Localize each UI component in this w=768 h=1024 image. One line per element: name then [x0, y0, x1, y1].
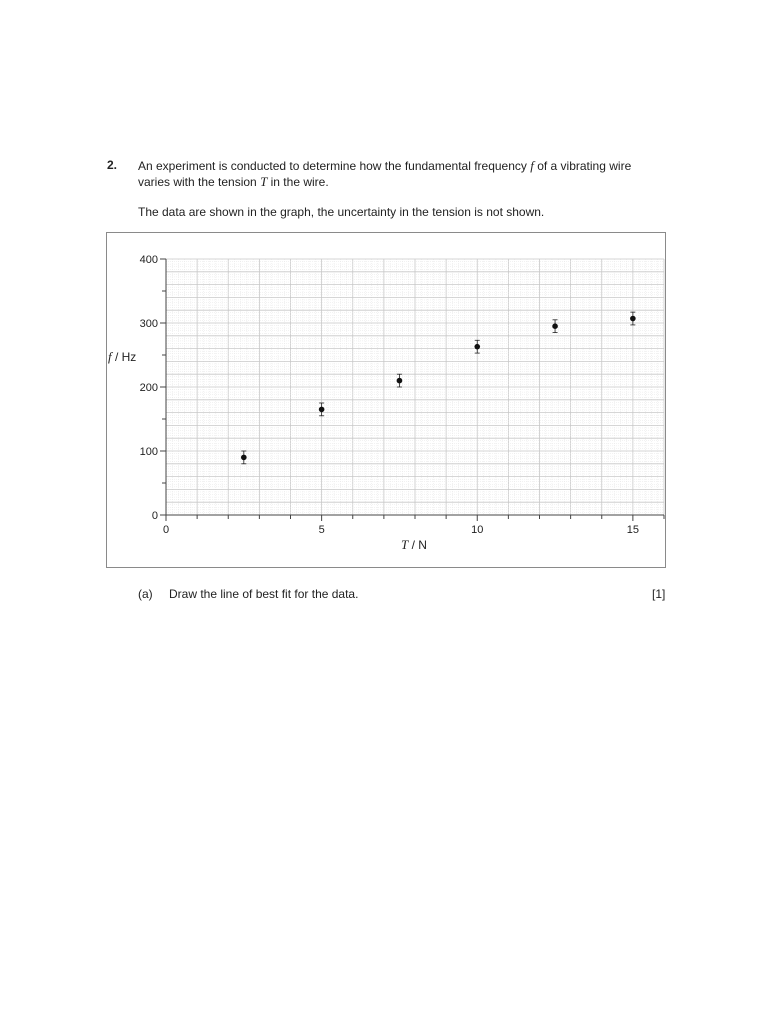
data-point: [552, 320, 558, 333]
x-axis-unit: / N: [408, 538, 427, 552]
y-tick-label: 200: [139, 382, 158, 394]
x-tick-label: 15: [626, 524, 639, 536]
part-a: [138, 587, 358, 601]
data-point-marker: [474, 344, 480, 350]
data-point: [319, 403, 325, 416]
intro-part-1: An experiment is conducted to determine how the fundamental frequency: [138, 159, 531, 173]
data-point-marker: [630, 316, 636, 322]
chart-data-points: [241, 312, 636, 464]
x-axis-variable: T: [401, 537, 409, 552]
data-point: [241, 451, 247, 464]
chart-grid: [166, 259, 664, 515]
data-point: [397, 374, 403, 387]
data-point: [474, 340, 480, 353]
x-axis-label: [401, 537, 427, 553]
y-tick-label: 300: [139, 318, 158, 330]
data-point-marker: [241, 455, 247, 461]
question-number: 2.: [107, 158, 118, 172]
data-point-marker: [397, 378, 403, 384]
variable-f: f: [530, 158, 534, 173]
part-a-text: Draw the line of best fit for the data.: [169, 587, 359, 601]
chart-ticks: [140, 254, 664, 536]
variable-T: T: [260, 174, 268, 189]
y-tick-label: 100: [139, 446, 158, 458]
intro-part-2: of a vibrating wire varies with the tension: [138, 159, 632, 189]
y-tick-label: 400: [139, 254, 158, 266]
part-a-letter: (a): [138, 587, 153, 601]
part-a-marks: [1]: [652, 587, 666, 601]
y-tick-label: 0: [151, 510, 158, 522]
data-point-marker: [552, 323, 558, 329]
x-tick-label: 5: [318, 524, 325, 536]
data-note: The data are shown in the graph, the uncertainty in the tension is not shown.: [138, 205, 545, 219]
y-axis-variable: f: [108, 349, 112, 364]
y-axis-label: [108, 349, 136, 365]
x-tick-label: 0: [162, 524, 170, 536]
intro-part-3: in the wire.: [267, 175, 329, 189]
y-axis-unit: / Hz: [111, 350, 137, 364]
data-point-marker: [319, 407, 325, 413]
x-tick-label: 10: [471, 524, 484, 536]
